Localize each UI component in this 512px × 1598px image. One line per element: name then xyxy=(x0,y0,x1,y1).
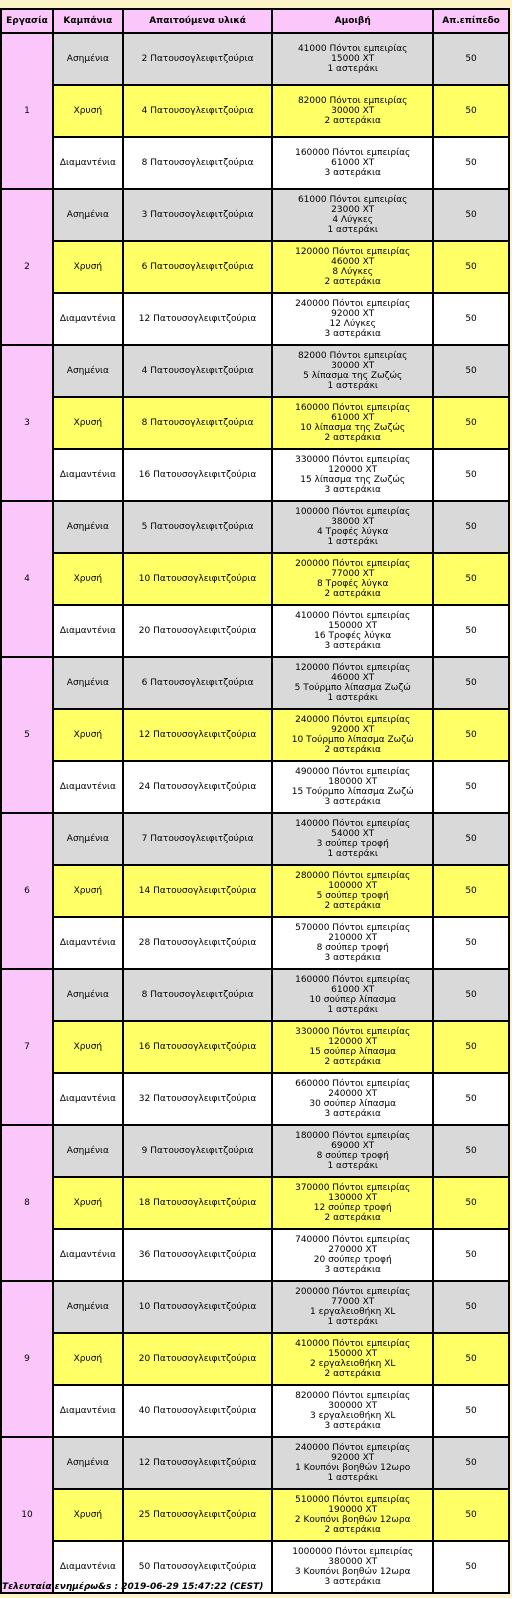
reward-line: 410000 Πόντοι εμπειρίας xyxy=(295,611,411,621)
materials-cell: 12 Πατουσογλειφιτζούρια xyxy=(123,293,272,345)
campaign-cell: Ασημένια xyxy=(53,813,123,865)
level-cell: 50 xyxy=(433,709,509,761)
reward-line: 2 αστεράκια xyxy=(324,116,381,126)
reward-line: 2 εργαλειοθήκη XL xyxy=(310,1359,396,1369)
materials-cell: 18 Πατουσογλειφιτζούρια xyxy=(123,1177,272,1229)
reward-line: 1000000 Πόντοι εμπειρίας xyxy=(292,1547,414,1557)
reward-line: 5 λίπασμα της Ζωζώς xyxy=(303,371,403,381)
reward-line: 61000 ΧΤ xyxy=(331,158,375,168)
campaign-cell: Χρυσή xyxy=(53,865,123,917)
reward-line: 490000 Πόντοι εμπειρίας xyxy=(295,767,411,777)
reward-line: 1 αστεράκι xyxy=(327,693,378,703)
reward-cell xyxy=(272,1125,433,1177)
campaign-cell: Διαμαντένια xyxy=(53,1541,123,1593)
table-row xyxy=(1,189,509,241)
reward-line: 2 αστεράκια xyxy=(324,433,381,443)
reward-line: 15 σούπερ λίπασμα xyxy=(309,1047,397,1057)
table-row xyxy=(1,1281,509,1333)
campaign-cell: Χρυσή xyxy=(53,1333,123,1385)
level-cell: 50 xyxy=(433,1021,509,1073)
reward-line: 2 αστεράκια xyxy=(324,1525,381,1535)
reward-line: 3 αστεράκια xyxy=(324,1421,381,1431)
table-row xyxy=(1,449,509,501)
reward-line: 660000 Πόντοι εμπειρίας xyxy=(295,1079,411,1089)
level-cell: 50 xyxy=(433,1073,509,1125)
level-cell: 50 xyxy=(433,761,509,813)
table-row xyxy=(1,1177,509,1229)
reward-line: 190000 ΧΤ xyxy=(328,1505,378,1515)
level-cell: 50 xyxy=(433,1281,509,1333)
reward-cell xyxy=(272,1437,433,1489)
reward-line: 120000 ΧΤ xyxy=(328,465,378,475)
reward-cell xyxy=(272,813,433,865)
materials-cell: 36 Πατουσογλειφιτζούρια xyxy=(123,1229,272,1281)
task-number: 5 xyxy=(1,657,53,813)
reward-line: 1 εργαλειοθήκη XL xyxy=(310,1307,396,1317)
reward-line: 120000 ΧΤ xyxy=(328,1037,378,1047)
materials-cell: 10 Πατουσογλειφιτζούρια xyxy=(123,1281,272,1333)
reward-line: 5 Τούρμπο λίπασμα Ζωζώ xyxy=(294,683,411,693)
level-cell: 50 xyxy=(433,345,509,397)
level-cell: 50 xyxy=(433,33,509,85)
level-cell: 50 xyxy=(433,865,509,917)
level-cell: 50 xyxy=(433,1177,509,1229)
reward-line: 10 σούπερ λίπασμα xyxy=(309,995,397,1005)
reward-line: 15000 ΧΤ xyxy=(331,54,375,64)
materials-cell: 28 Πατουσογλειφιτζούρια xyxy=(123,917,272,969)
reward-cell xyxy=(272,657,433,709)
task-number: 10 xyxy=(1,1437,53,1593)
reward-cell xyxy=(272,1281,433,1333)
table-row xyxy=(1,397,509,449)
reward-cell xyxy=(272,293,433,345)
campaign-cell: Ασημένια xyxy=(53,189,123,241)
table-row xyxy=(1,813,509,865)
campaign-cell: Ασημένια xyxy=(53,345,123,397)
task-number: 1 xyxy=(1,33,53,189)
campaign-cell: Διαμαντένια xyxy=(53,1385,123,1437)
reward-line: 280000 Πόντοι εμπειρίας xyxy=(295,871,411,881)
reward-cell xyxy=(272,137,433,189)
reward-line: 61000 ΧΤ xyxy=(331,985,375,995)
reward-cell xyxy=(272,605,433,657)
reward-line: 1 αστεράκι xyxy=(327,849,378,859)
reward-line: 82000 Πόντοι εμπειρίας xyxy=(297,96,408,106)
campaign-cell: Χρυσή xyxy=(53,397,123,449)
reward-cell xyxy=(272,85,433,137)
table-row xyxy=(1,85,509,137)
materials-cell: 3 Πατουσογλειφιτζούρια xyxy=(123,189,272,241)
reward-cell xyxy=(272,553,433,605)
level-cell: 50 xyxy=(433,969,509,1021)
reward-line: 300000 ΧΤ xyxy=(328,1401,378,1411)
materials-cell: 20 Πατουσογλειφιτζούρια xyxy=(123,1333,272,1385)
reward-line: 370000 Πόντοι εμπειρίας xyxy=(295,1183,411,1193)
table-row xyxy=(1,917,509,969)
campaign-cell: Διαμαντένια xyxy=(53,293,123,345)
table-row xyxy=(1,1125,509,1177)
reward-line: 77000 ΧΤ xyxy=(331,1297,375,1307)
materials-cell: 12 Πατουσογλειφιτζούρια xyxy=(123,709,272,761)
reward-line: 61000 Πόντοι εμπειρίας xyxy=(297,195,408,205)
reward-cell xyxy=(272,1489,433,1541)
reward-cell xyxy=(272,1333,433,1385)
campaign-cell: Διαμαντένια xyxy=(53,917,123,969)
table-row xyxy=(1,865,509,917)
reward-line: 1 αστεράκι xyxy=(327,1317,378,1327)
level-cell: 50 xyxy=(433,1125,509,1177)
reward-line: 330000 Πόντοι εμπειρίας xyxy=(295,1027,411,1037)
reward-line: 240000 Πόντοι εμπειρίας xyxy=(295,715,411,725)
reward-line: 4 Λύγκες xyxy=(332,215,374,225)
materials-cell: 20 Πατουσογλειφιτζούρια xyxy=(123,605,272,657)
reward-line: 3 αστεράκια xyxy=(324,168,381,178)
table-row xyxy=(1,501,509,553)
materials-cell: 50 Πατουσογλειφιτζούρια xyxy=(123,1541,272,1593)
header-materials: Απαιτούμενα υλικά xyxy=(123,9,272,33)
level-cell: 50 xyxy=(433,1489,509,1541)
level-cell: 50 xyxy=(433,605,509,657)
reward-line: 46000 ΧΤ xyxy=(331,673,375,683)
campaign-cell: Διαμαντένια xyxy=(53,605,123,657)
reward-line: 41000 Πόντοι εμπειρίας xyxy=(297,44,408,54)
reward-line: 2 αστεράκια xyxy=(324,1057,381,1067)
materials-cell: 10 Πατουσογλειφιτζούρια xyxy=(123,553,272,605)
table-row xyxy=(1,345,509,397)
materials-cell: 24 Πατουσογλειφιτζούρια xyxy=(123,761,272,813)
reward-line: 3 Κουπόνι βοηθών 12ωρα xyxy=(294,1567,411,1577)
level-cell: 50 xyxy=(433,397,509,449)
reward-line: 160000 Πόντοι εμπειρίας xyxy=(295,148,411,158)
reward-line: 160000 Πόντοι εμπειρίας xyxy=(295,975,411,985)
reward-line: 2 αστεράκια xyxy=(324,589,381,599)
rewards-table xyxy=(0,8,510,1594)
reward-line: 180000 Πόντοι εμπειρίας xyxy=(295,1131,411,1141)
reward-line: 23000 ΧΤ xyxy=(331,205,375,215)
last-updated: Τελευταία ενημέρω&s : 2019-06-29 15:47:22 (CEST) xyxy=(2,1582,264,1592)
materials-cell: 4 Πατουσογλειφιτζούρια xyxy=(123,345,272,397)
table-row xyxy=(1,137,509,189)
level-cell: 50 xyxy=(433,137,509,189)
reward-line: 100000 ΧΤ xyxy=(328,881,378,891)
reward-line: 8 Λύγκες xyxy=(332,267,374,277)
table-row xyxy=(1,553,509,605)
reward-line: 15 λίπασμα της Ζωζώς xyxy=(300,475,406,485)
reward-line: 270000 ΧΤ xyxy=(328,1245,378,1255)
table-row xyxy=(1,657,509,709)
reward-line: 15 Τούρμπο λίπασμα Ζωζώ xyxy=(291,787,414,797)
campaign-cell: Ασημένια xyxy=(53,969,123,1021)
reward-line: 820000 Πόντοι εμπειρίας xyxy=(295,1391,411,1401)
reward-line: 12 σούπερ τροφή xyxy=(313,1203,392,1213)
reward-line: 3 αστεράκια xyxy=(324,953,381,963)
campaign-cell: Χρυσή xyxy=(53,553,123,605)
table-row xyxy=(1,1073,509,1125)
task-number: 3 xyxy=(1,345,53,501)
reward-cell xyxy=(272,345,433,397)
table-row xyxy=(1,605,509,657)
reward-line: 1 αστεράκι xyxy=(327,1161,378,1171)
campaign-cell: Ασημένια xyxy=(53,1125,123,1177)
level-cell: 50 xyxy=(433,657,509,709)
reward-line: 200000 Πόντοι εμπειρίας xyxy=(295,559,411,569)
reward-line: 30000 ΧΤ xyxy=(331,106,375,116)
reward-line: 30 σούπερ λίπασμα xyxy=(309,1099,397,1109)
reward-line: 2 Κουπόνι βοηθών 12ωρα xyxy=(294,1515,411,1525)
reward-line: 150000 ΧΤ xyxy=(328,1349,378,1359)
reward-line: 200000 Πόντοι εμπειρίας xyxy=(295,1287,411,1297)
reward-line: 160000 Πόντοι εμπειρίας xyxy=(295,403,411,413)
reward-cell xyxy=(272,1073,433,1125)
table-row xyxy=(1,293,509,345)
reward-line: 570000 Πόντοι εμπειρίας xyxy=(295,923,411,933)
reward-cell xyxy=(272,449,433,501)
campaign-cell: Ασημένια xyxy=(53,33,123,85)
table-row xyxy=(1,709,509,761)
header-row xyxy=(1,9,509,33)
reward-line: 240000 Πόντοι εμπειρίας xyxy=(295,299,411,309)
reward-line: 2 αστεράκια xyxy=(324,901,381,911)
materials-cell: 25 Πατουσογλειφιτζούρια xyxy=(123,1489,272,1541)
reward-line: 130000 ΧΤ xyxy=(328,1193,378,1203)
campaign-cell: Διαμαντένια xyxy=(53,1073,123,1125)
reward-line: 1 αστεράκι xyxy=(327,381,378,391)
reward-line: 8 σούπερ τροφή xyxy=(316,943,389,953)
campaign-cell: Χρυσή xyxy=(53,85,123,137)
reward-cell xyxy=(272,189,433,241)
reward-line: 330000 Πόντοι εμπειρίας xyxy=(295,455,411,465)
level-cell: 50 xyxy=(433,449,509,501)
task-number: 2 xyxy=(1,189,53,345)
header-campaign: Καμπάνια xyxy=(53,9,123,33)
reward-cell xyxy=(272,969,433,1021)
reward-cell xyxy=(272,33,433,85)
table-row xyxy=(1,1333,509,1385)
reward-line: 150000 ΧΤ xyxy=(328,621,378,631)
reward-line: 5 σούπερ τροφή xyxy=(316,891,389,901)
materials-cell: 8 Πατουσογλειφιτζούρια xyxy=(123,397,272,449)
materials-cell: 4 Πατουσογλειφιτζούρια xyxy=(123,85,272,137)
campaign-cell: Χρυσή xyxy=(53,1177,123,1229)
materials-cell: 6 Πατουσογλειφιτζούρια xyxy=(123,657,272,709)
reward-line: 510000 Πόντοι εμπειρίας xyxy=(295,1495,411,1505)
reward-line: 69000 ΧΤ xyxy=(331,1141,375,1151)
reward-line: 3 αστεράκια xyxy=(324,1577,381,1587)
materials-cell: 14 Πατουσογλειφιτζούρια xyxy=(123,865,272,917)
reward-line: 92000 ΧΤ xyxy=(331,309,375,319)
task-number: 7 xyxy=(1,969,53,1125)
reward-line: 3 σούπερ τροφή xyxy=(316,839,389,849)
reward-line: 120000 Πόντοι εμπειρίας xyxy=(295,247,411,257)
task-number: 6 xyxy=(1,813,53,969)
materials-cell: 2 Πατουσογλειφιτζούρια xyxy=(123,33,272,85)
reward-line: 180000 ΧΤ xyxy=(328,777,378,787)
reward-line: 3 εργαλειοθήκη XL xyxy=(310,1411,396,1421)
reward-line: 16 Τροφές λύγκα xyxy=(314,631,392,641)
reward-line: 77000 ΧΤ xyxy=(331,569,375,579)
reward-line: 3 αστεράκια xyxy=(324,485,381,495)
header-reward: Αμοιβή xyxy=(272,9,433,33)
table-row xyxy=(1,241,509,293)
reward-cell xyxy=(272,865,433,917)
table-body xyxy=(1,33,509,1593)
task-number: 9 xyxy=(1,1281,53,1437)
reward-line: 2 αστεράκια xyxy=(324,1369,381,1379)
materials-cell: 40 Πατουσογλειφιτζούρια xyxy=(123,1385,272,1437)
reward-line: 1 αστεράκι xyxy=(327,1473,378,1483)
table-row xyxy=(1,1437,509,1489)
level-cell: 50 xyxy=(433,1333,509,1385)
level-cell: 50 xyxy=(433,1385,509,1437)
campaign-cell: Ασημένια xyxy=(53,1281,123,1333)
reward-line: 2 αστεράκια xyxy=(324,745,381,755)
reward-line: 1 αστεράκι xyxy=(327,225,378,235)
reward-line: 8 Τροφές λύγκα xyxy=(317,579,389,589)
reward-line: 3 αστεράκια xyxy=(324,1265,381,1275)
reward-line: 20 σούπερ τροφή xyxy=(313,1255,392,1265)
reward-cell xyxy=(272,1229,433,1281)
reward-line: 1 αστεράκι xyxy=(327,64,378,74)
reward-line: 740000 Πόντοι εμπειρίας xyxy=(295,1235,411,1245)
reward-cell xyxy=(272,1021,433,1073)
campaign-cell: Ασημένια xyxy=(53,657,123,709)
reward-line: 2 αστεράκια xyxy=(324,1213,381,1223)
reward-line: 1 αστεράκι xyxy=(327,537,378,547)
reward-line: 210000 ΧΤ xyxy=(328,933,378,943)
reward-line: 92000 ΧΤ xyxy=(331,725,375,735)
reward-line: 240000 Πόντοι εμπειρίας xyxy=(295,1443,411,1453)
campaign-cell: Χρυσή xyxy=(53,709,123,761)
materials-cell: 16 Πατουσογλειφιτζούρια xyxy=(123,1021,272,1073)
campaign-cell: Διαμαντένια xyxy=(53,449,123,501)
reward-line: 3 αστεράκια xyxy=(324,1109,381,1119)
reward-line: 54000 ΧΤ xyxy=(331,829,375,839)
reward-line: 3 αστεράκια xyxy=(324,797,381,807)
reward-line: 1 αστεράκι xyxy=(327,1005,378,1015)
reward-line: 12 Λύγκες xyxy=(329,319,376,329)
reward-cell xyxy=(272,1177,433,1229)
reward-line: 30000 ΧΤ xyxy=(331,361,375,371)
reward-line: 10 λίπασμα της Ζωζώς xyxy=(300,423,406,433)
reward-line: 240000 ΧΤ xyxy=(328,1089,378,1099)
reward-cell xyxy=(272,709,433,761)
materials-cell: 6 Πατουσογλειφιτζούρια xyxy=(123,241,272,293)
reward-line: 92000 ΧΤ xyxy=(331,1453,375,1463)
campaign-cell: Διαμαντένια xyxy=(53,137,123,189)
reward-line: 2 αστεράκια xyxy=(324,277,381,287)
reward-line: 380000 ΧΤ xyxy=(328,1557,378,1567)
materials-cell: 32 Πατουσογλειφιτζούρια xyxy=(123,1073,272,1125)
reward-cell xyxy=(272,397,433,449)
campaign-cell: Χρυσή xyxy=(53,1489,123,1541)
materials-cell: 9 Πατουσογλειφιτζούρια xyxy=(123,1125,272,1177)
materials-cell: 16 Πατουσογλειφιτζούρια xyxy=(123,449,272,501)
materials-cell: 8 Πατουσογλειφιτζούρια xyxy=(123,969,272,1021)
level-cell: 50 xyxy=(433,553,509,605)
reward-cell xyxy=(272,1541,433,1593)
reward-cell xyxy=(272,917,433,969)
materials-cell: 8 Πατουσογλειφιτζούρια xyxy=(123,137,272,189)
reward-line: 10 Τούρμπο λίπασμα Ζωζώ xyxy=(291,735,414,745)
reward-line: 4 Τροφές λύγκα xyxy=(317,527,389,537)
reward-line: 46000 ΧΤ xyxy=(331,257,375,267)
table-row xyxy=(1,761,509,813)
level-cell: 50 xyxy=(433,241,509,293)
level-cell: 50 xyxy=(433,917,509,969)
task-number: 8 xyxy=(1,1125,53,1281)
reward-cell xyxy=(272,241,433,293)
header-level: Απ.επίπεδο xyxy=(433,9,509,33)
reward-line: 61000 ΧΤ xyxy=(331,413,375,423)
materials-cell: 7 Πατουσογλειφιτζούρια xyxy=(123,813,272,865)
table-row xyxy=(1,1489,509,1541)
campaign-cell: Ασημένια xyxy=(53,1437,123,1489)
reward-line: 410000 Πόντοι εμπειρίας xyxy=(295,1339,411,1349)
campaign-cell: Χρυσή xyxy=(53,241,123,293)
task-number: 4 xyxy=(1,501,53,657)
level-cell: 50 xyxy=(433,1437,509,1489)
level-cell: 50 xyxy=(433,1541,509,1593)
reward-line: 82000 Πόντοι εμπειρίας xyxy=(297,351,408,361)
table-row xyxy=(1,969,509,1021)
campaign-cell: Ασημένια xyxy=(53,501,123,553)
reward-line: 8 σούπερ τροφή xyxy=(316,1151,389,1161)
materials-cell: 5 Πατουσογλειφιτζούρια xyxy=(123,501,272,553)
table-row xyxy=(1,1385,509,1437)
campaign-cell: Διαμαντένια xyxy=(53,1229,123,1281)
level-cell: 50 xyxy=(433,501,509,553)
reward-cell xyxy=(272,761,433,813)
reward-cell xyxy=(272,501,433,553)
table-row xyxy=(1,1229,509,1281)
header-task: Εργασία xyxy=(1,9,53,33)
level-cell: 50 xyxy=(433,1229,509,1281)
reward-cell xyxy=(272,1385,433,1437)
table-row xyxy=(1,33,509,85)
reward-line: 1 Κουπόνι βοηθών 12ωρο xyxy=(295,1463,411,1473)
reward-line: 120000 Πόντοι εμπειρίας xyxy=(295,663,411,673)
level-cell: 50 xyxy=(433,85,509,137)
materials-cell: 12 Πατουσογλειφιτζούρια xyxy=(123,1437,272,1489)
reward-line: 38000 ΧΤ xyxy=(331,517,375,527)
reward-line: 100000 Πόντοι εμπειρίας xyxy=(295,507,411,517)
campaign-cell: Χρυσή xyxy=(53,1021,123,1073)
reward-line: 140000 Πόντοι εμπειρίας xyxy=(295,819,411,829)
reward-line: 3 αστεράκια xyxy=(324,329,381,339)
campaign-cell: Διαμαντένια xyxy=(53,761,123,813)
level-cell: 50 xyxy=(433,813,509,865)
level-cell: 50 xyxy=(433,189,509,241)
level-cell: 50 xyxy=(433,293,509,345)
reward-line: 3 αστεράκια xyxy=(324,641,381,651)
table-row xyxy=(1,1021,509,1073)
